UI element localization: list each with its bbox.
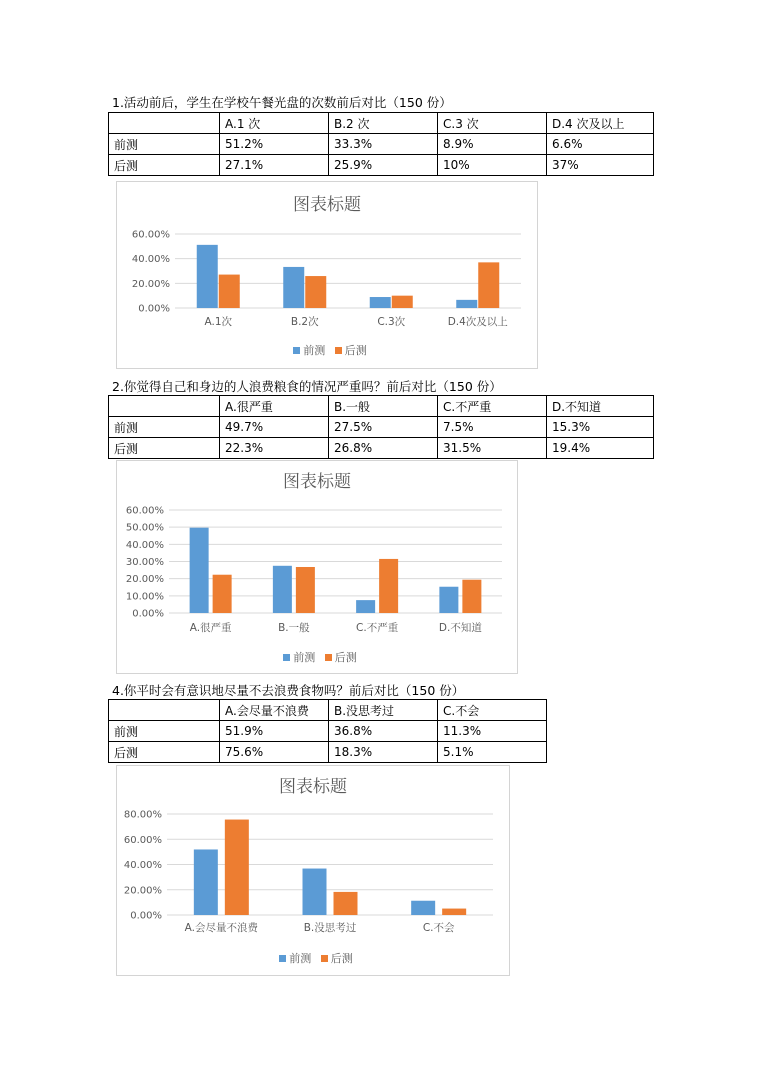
table-cell: 后测: [109, 155, 220, 176]
y-tick-label: 10.00%: [125, 591, 164, 603]
table-cell: 22.3%: [220, 438, 329, 459]
bar-series2: [442, 909, 466, 915]
table-cell: 11.3%: [438, 721, 547, 742]
bar-series1: [190, 528, 209, 613]
y-tick-label: 60.00%: [123, 834, 162, 846]
table-cell: 75.6%: [220, 742, 329, 763]
question-2-title: 2.你觉得自己和身边的人浪费粮食的情况严重吗？前后对比（150 份）: [112, 379, 502, 394]
bar-series1: [439, 587, 458, 613]
table-cell: 51.9%: [220, 721, 329, 742]
table-header-cell: [109, 700, 220, 721]
chart-3: [116, 765, 510, 976]
legend-label-series1: 前测: [303, 344, 326, 357]
y-tick-label: 80.00%: [123, 809, 162, 821]
x-category-label: D.4次及以上: [447, 316, 508, 328]
legend-swatch-series2: [335, 347, 342, 354]
table-cell: 49.7%: [220, 417, 329, 438]
y-tick-label: 20.00%: [123, 885, 162, 897]
question-4-title: 4.你平时会有意识地尽量不去浪费食物吗？前后对比（150 份）: [112, 683, 465, 698]
chart-title: 图表标题: [279, 777, 347, 797]
question-2-table: [108, 395, 654, 459]
x-category-label: D.不知道: [438, 622, 482, 634]
table-cell: 8.9%: [438, 134, 547, 155]
legend-swatch-series2: [321, 955, 328, 962]
table-header-cell: B.没思考过: [329, 700, 438, 721]
table-row: [109, 721, 547, 742]
table-cell: 后测: [109, 742, 220, 763]
y-tick-label: 0.00%: [130, 910, 162, 922]
bar-series1: [456, 300, 477, 308]
bar-series2: [296, 567, 315, 613]
table-cell: 51.2%: [220, 134, 329, 155]
table-row: [109, 134, 654, 155]
table-cell: 27.5%: [329, 417, 438, 438]
table-cell: 27.1%: [220, 155, 329, 176]
y-tick-label: 60.00%: [125, 505, 164, 517]
x-category-label: C.不严重: [356, 622, 399, 634]
bar-series1: [197, 245, 218, 308]
table-header-cell: C.3 次: [438, 113, 547, 134]
chart-2-legend: [117, 649, 517, 665]
table-cell: 15.3%: [547, 417, 654, 438]
legend-swatch-series1: [283, 654, 290, 661]
chart-2-svg: [117, 461, 517, 673]
question-1-table: [108, 112, 654, 176]
table-row: [109, 417, 654, 438]
table-cell: 26.8%: [329, 438, 438, 459]
bar-series1: [411, 901, 435, 915]
table-cell: 前测: [109, 134, 220, 155]
table-header-cell: B.2 次: [329, 113, 438, 134]
question-1-title: 1.活动前后，学生在学校午餐光盘的次数前后对比（150 份）: [112, 95, 452, 110]
table-cell: 19.4%: [547, 438, 654, 459]
y-tick-label: 40.00%: [125, 539, 164, 551]
legend-swatch-series1: [293, 347, 300, 354]
table-cell: 6.6%: [547, 134, 654, 155]
table-cell: 31.5%: [438, 438, 547, 459]
table-header-cell: [109, 396, 220, 417]
x-category-label: C.不会: [422, 922, 455, 934]
bar-series2: [305, 276, 326, 308]
table-cell: 10%: [438, 155, 547, 176]
bar-series2: [392, 296, 413, 308]
bar-series1: [283, 267, 304, 308]
bar-series1: [303, 869, 327, 915]
y-tick-label: 30.00%: [125, 557, 164, 568]
table-cell: 7.5%: [438, 417, 547, 438]
chart-3-svg: [117, 766, 509, 975]
table-cell: 前测: [109, 721, 220, 742]
bar-series2: [462, 580, 481, 613]
x-category-label: C.3次: [377, 316, 406, 328]
y-tick-label: 0.00%: [132, 608, 164, 620]
bar-series2: [379, 559, 398, 613]
table-cell: 37%: [547, 155, 654, 176]
y-tick-label: 20.00%: [131, 278, 170, 290]
legend-label-series2: 后测: [334, 651, 357, 664]
bar-series2: [225, 820, 249, 915]
table-cell: 5.1%: [438, 742, 547, 763]
table-header-row: [109, 113, 654, 134]
legend-label-series1: 前测: [293, 651, 316, 664]
y-tick-label: 20.00%: [125, 574, 164, 586]
x-category-label: A.会尽量不浪费: [184, 922, 259, 934]
y-tick-label: 0.00%: [138, 303, 170, 315]
bar-series1: [356, 600, 375, 613]
table-row: [109, 438, 654, 459]
table-cell: 36.8%: [329, 721, 438, 742]
x-category-label: B.一般: [278, 622, 310, 634]
table-header-cell: A.1 次: [220, 113, 329, 134]
table-cell: 后测: [109, 438, 220, 459]
table-header-cell: [109, 113, 220, 134]
legend-label-series2: 后测: [330, 952, 353, 965]
table-header-cell: D.4 次及以上: [547, 113, 654, 134]
bar-series2: [334, 892, 358, 915]
table-cell: 18.3%: [329, 742, 438, 763]
bar-series1: [370, 297, 391, 308]
chart-2: [116, 460, 518, 674]
legend-swatch-series2: [325, 654, 332, 661]
y-tick-label: 40.00%: [131, 254, 170, 266]
chart-title: 图表标题: [293, 195, 361, 215]
chart-3-legend: [117, 950, 509, 966]
table-cell: 25.9%: [329, 155, 438, 176]
legend-label-series2: 后测: [344, 344, 367, 357]
table-header-cell: C.不严重: [438, 396, 547, 417]
bar-series2: [478, 262, 499, 308]
chart-title: 图表标题: [283, 472, 351, 492]
bar-series1: [273, 566, 292, 613]
legend-label-series1: 前测: [289, 952, 312, 965]
x-category-label: A.1次: [204, 316, 233, 328]
y-tick-label: 40.00%: [123, 860, 162, 871]
table-header-cell: D.不知道: [547, 396, 654, 417]
x-category-label: B.2次: [290, 316, 319, 328]
chart-1-legend: [117, 342, 537, 358]
bar-series2: [213, 575, 232, 613]
y-tick-label: 50.00%: [125, 522, 164, 534]
bar-series2: [219, 275, 240, 308]
table-cell: 前测: [109, 417, 220, 438]
table-row: [109, 742, 547, 763]
table-cell: 33.3%: [329, 134, 438, 155]
question-4-table: [108, 699, 547, 763]
y-tick-label: 60.00%: [131, 229, 170, 241]
table-header-cell: A.会尽量不浪费: [220, 700, 329, 721]
x-category-label: B.没思考过: [303, 922, 357, 934]
chart-1: [116, 181, 538, 369]
table-header-cell: C.不会: [438, 700, 547, 721]
table-header-cell: A.很严重: [220, 396, 329, 417]
table-header-row: [109, 396, 654, 417]
table-header-cell: B.一般: [329, 396, 438, 417]
legend-swatch-series1: [279, 955, 286, 962]
table-row: [109, 155, 654, 176]
table-header-row: [109, 700, 547, 721]
bar-series1: [194, 849, 218, 915]
chart-1-svg: [117, 182, 537, 368]
x-category-label: A.很严重: [189, 622, 232, 634]
